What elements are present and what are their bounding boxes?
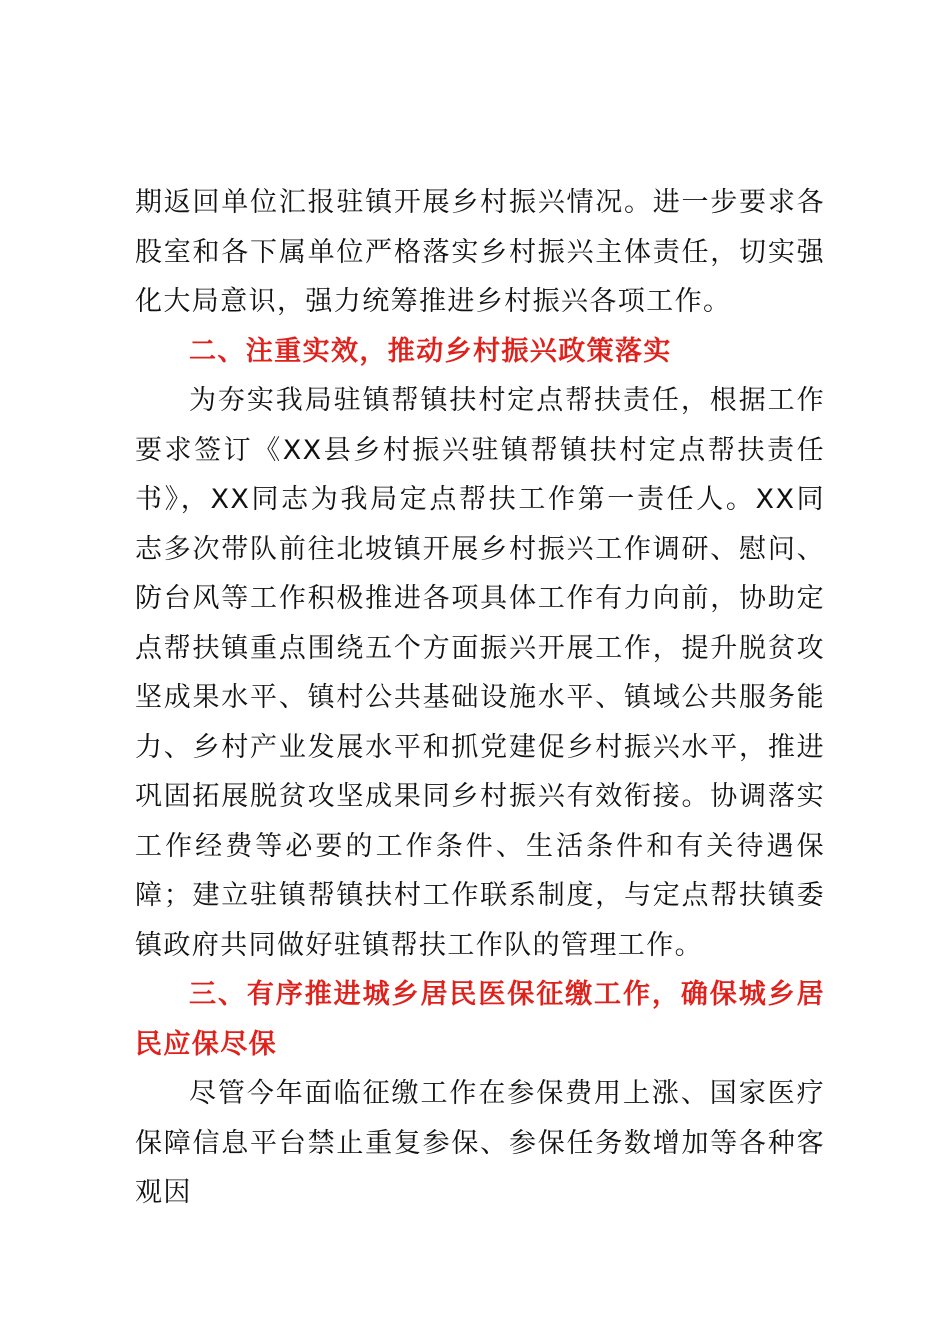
body-paragraph-section-3: 尽管今年面临征缴工作在参保费用上涨、国家医疗保障信息平台禁止重复参保、参保任务数增加等各种客观因	[135, 1078, 825, 1208]
section-heading-3: 三、有序推进城乡居民医保征缴工作，确保城乡居民应保尽保	[135, 979, 825, 1060]
document-page	[135, 178, 825, 1218]
section-heading-2: 二、注重实效，推动乡村振兴政策落实	[189, 335, 672, 367]
body-paragraph-section-2: 为夯实我局驻镇帮镇扶村定点帮扶责任，根据工作要求签订《XX县乡村振兴驻镇帮镇扶村定点帮扶责任书》，XX同志为我局定点帮扶工作第一责任人。XX同志多次带队前往北坡镇开展乡村振兴工作调研、慰问、防台风等工作积极推进各项具体工作有力向前，协助定点帮扶镇重点围绕五个方面振兴开展工作，提升脱贫攻坚成果水平、镇村公共基础设施水平、镇域公共服务能力、乡村产业发展水平和抓党建促乡村振兴水平，推进巩固拓展脱贫攻坚成果同乡村振兴有效衔接。协调落实工作经费等必要的工作条件、生活条件和有关待遇保障；建立驻镇帮镇扶村工作联系制度，与定点帮扶镇委镇政府共同做好驻镇帮扶工作队的管理工作。	[135, 385, 825, 961]
body-paragraph-continued: 期返回单位汇报驻镇开展乡村振兴情况。进一步要求各股室和各下属单位严格落实乡村振兴主体责任，切实强化大局意识，强力统筹推进乡村振兴各项工作。	[135, 187, 825, 317]
